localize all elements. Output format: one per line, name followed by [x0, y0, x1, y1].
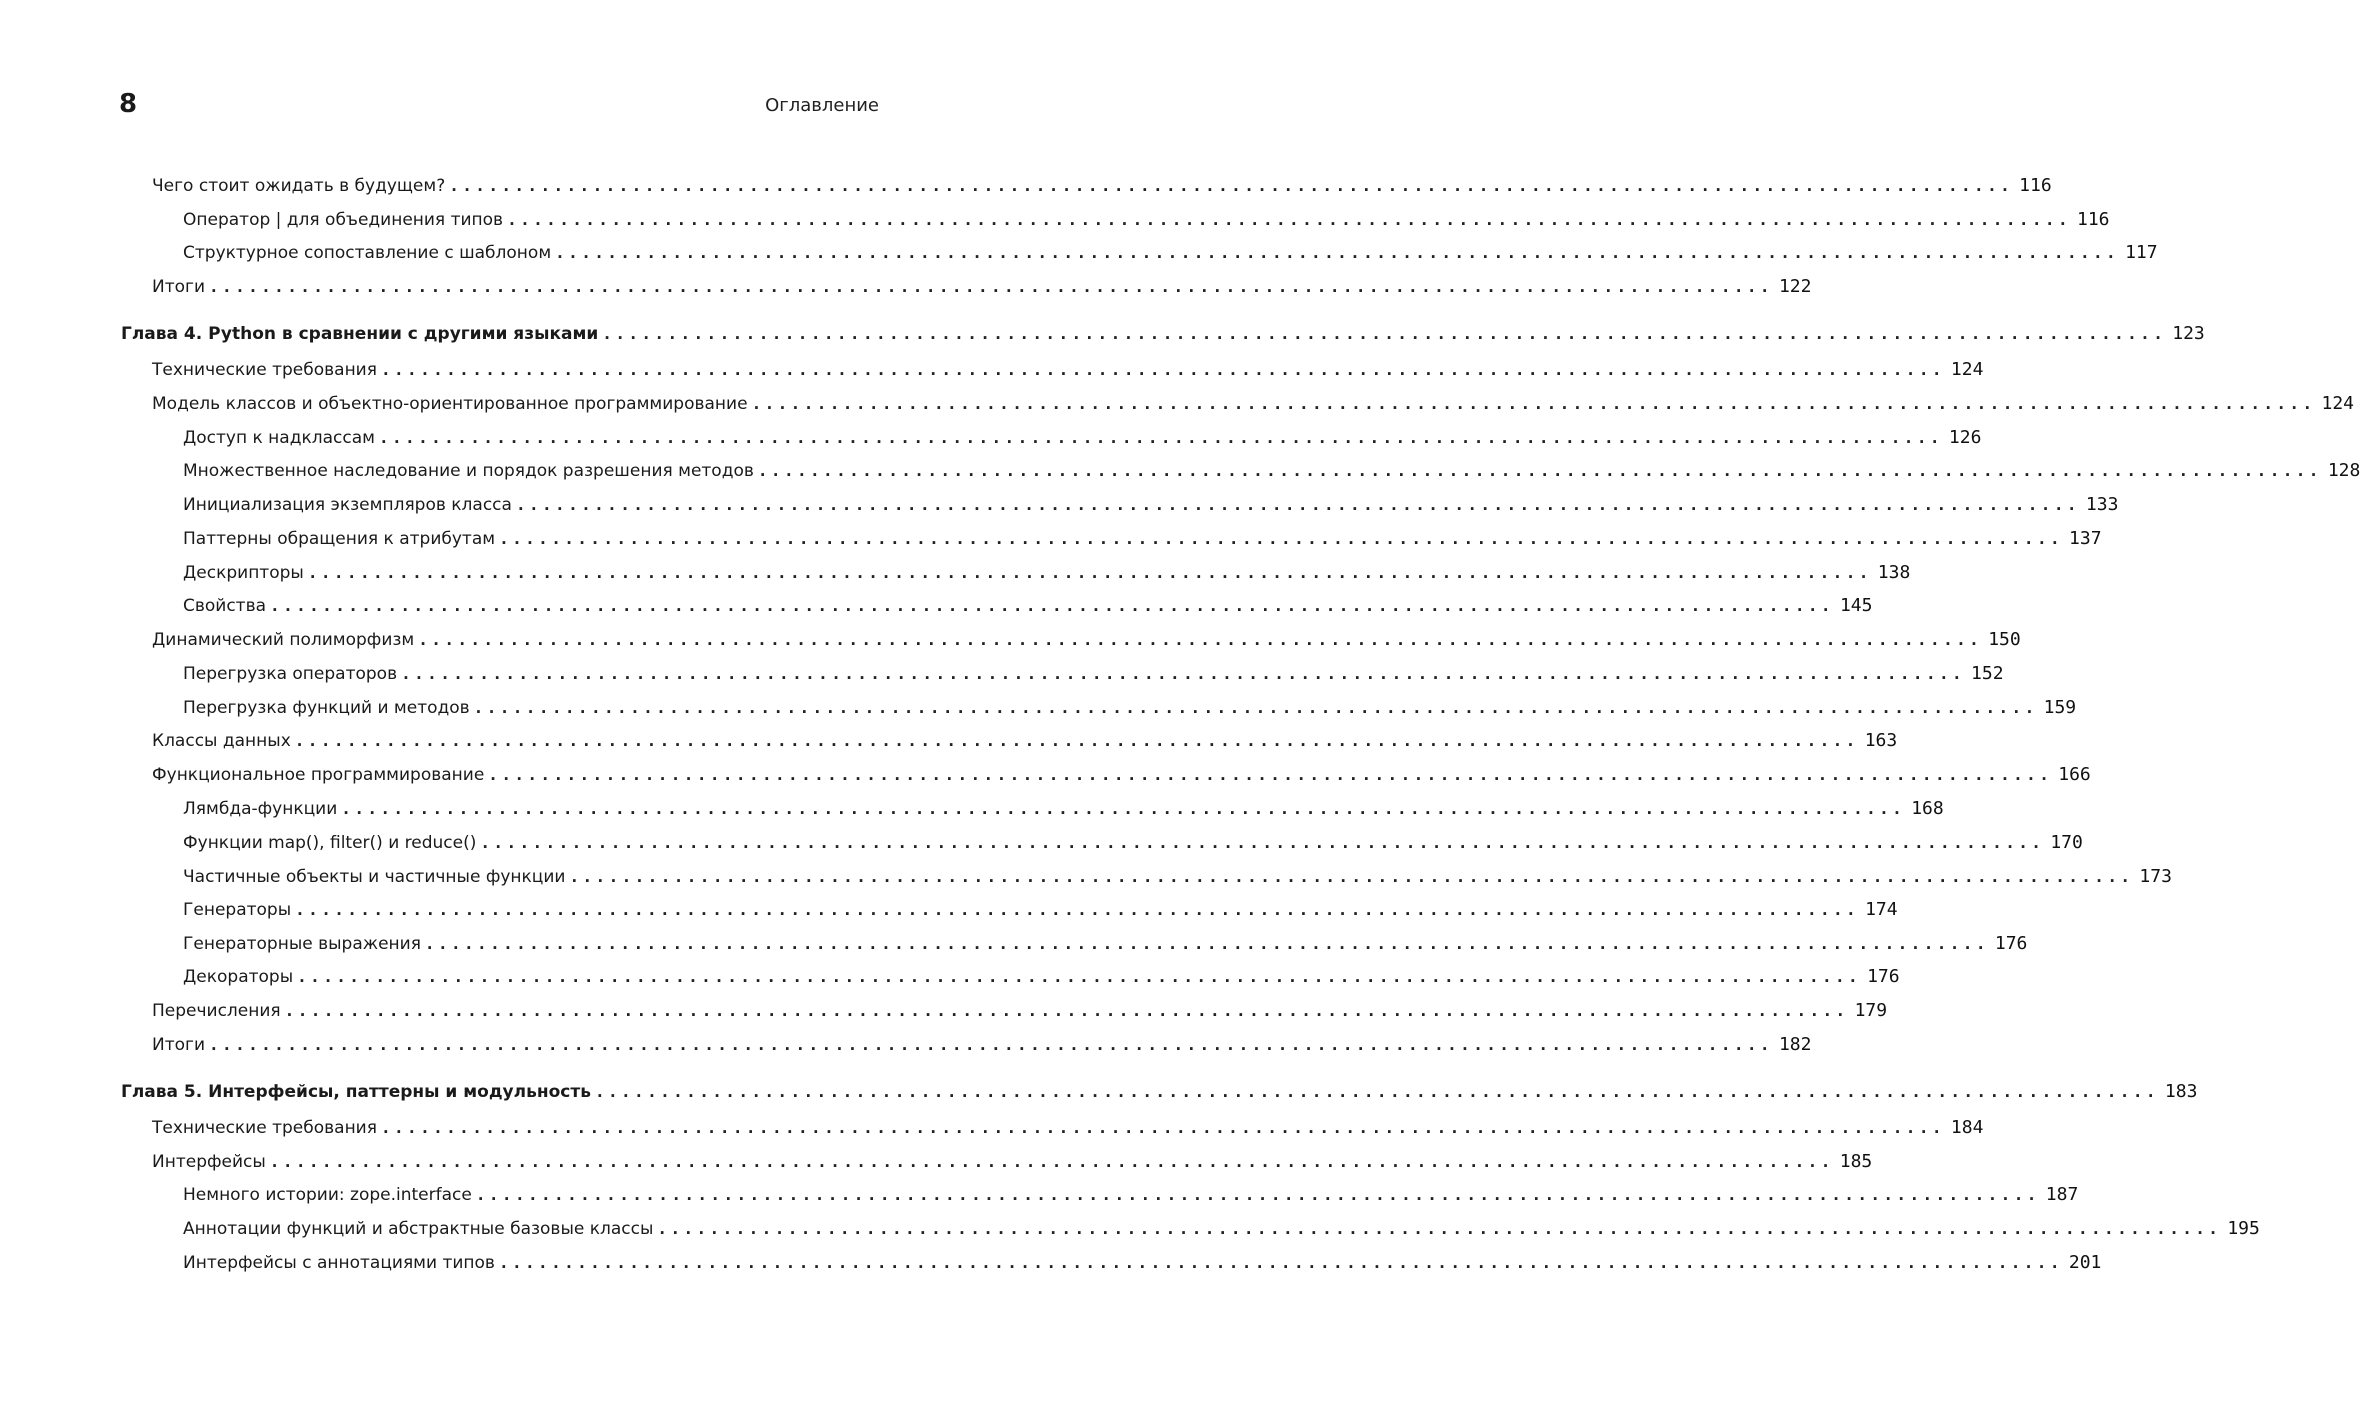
toc-entry-title: Множественное наследование и порядок разрешения методов — [183, 461, 754, 481]
toc-entry-title: Функции map(), filter() и reduce() — [183, 833, 477, 853]
toc-entry-title: Паттерны обращения к атрибутам — [183, 529, 496, 549]
toc-entry-page: 176 — [1867, 966, 1900, 987]
dot-leader: ........................................................................................................................ — [307, 563, 1872, 582]
toc-entry[interactable] — [152, 997, 1888, 1025]
toc-entry-title: Технические требования — [152, 360, 377, 380]
dot-leader: ........................................................................................................................ — [757, 461, 2322, 480]
page-number: 8 — [119, 89, 138, 119]
toc-entry-page: 122 — [1778, 276, 1812, 297]
toc-entry[interactable] — [183, 694, 2077, 722]
dot-leader: ........................................................................................................................ — [270, 596, 1834, 615]
toc-entry-page: 174 — [1865, 899, 1898, 920]
toc-entry-title: Лямбда-функции — [183, 799, 338, 819]
toc-entry[interactable] — [152, 1148, 1873, 1176]
toc-entry-title: Частичные объекты и частичные функции — [183, 867, 566, 887]
toc-entry[interactable] — [183, 559, 1911, 587]
dot-leader: ........................................................................................................................ — [475, 1185, 2040, 1204]
dot-leader: ........................................................................................................................ — [499, 529, 2064, 548]
toc-entry[interactable] — [183, 829, 2083, 857]
toc-entry-page: 195 — [2227, 1218, 2260, 1239]
toc-entry-title: Свойства — [183, 596, 267, 616]
toc-entry-page: 150 — [1988, 629, 2021, 650]
dot-leader: ........................................................................................................................ — [569, 867, 2134, 886]
toc-entry-page: 183 — [2164, 1081, 2198, 1102]
running-head: Оглавление — [765, 95, 879, 116]
toc-entry-page: 116 — [2019, 175, 2052, 196]
toc-entry-page: 187 — [2045, 1184, 2079, 1205]
toc-entry-page: 116 — [2077, 209, 2110, 230]
toc-entry-page: 163 — [1864, 730, 1898, 751]
toc-entry-page: 138 — [1877, 562, 1911, 583]
toc-entry-title: Чего стоит ожидать в будущем? — [152, 176, 446, 196]
toc-entry[interactable] — [183, 896, 1898, 924]
toc-chapter-entry[interactable] — [121, 320, 2205, 348]
toc-entry[interactable] — [183, 239, 2158, 267]
toc-entry-page: 133 — [2085, 494, 2119, 515]
toc-entry-title: Классы данных — [152, 731, 291, 751]
toc-entry-title: Модель классов и объектно-ориентированное программирование — [152, 394, 748, 414]
toc-entry[interactable] — [183, 963, 1900, 991]
dot-leader: ........................................................................................................................ — [209, 1035, 1773, 1054]
toc-entry-title: Оператор | для объединения типов — [183, 210, 504, 230]
toc-entry[interactable] — [152, 390, 2355, 418]
toc-entry[interactable] — [183, 592, 1873, 620]
toc-entry-title: Аннотации функций и абстрактные базовые классы — [183, 1219, 654, 1239]
dot-leader: ........................................................................................................................ — [295, 900, 1860, 919]
toc-entry-title: Генераторные выражения — [183, 934, 421, 954]
dot-leader: ........................................................................................................................ — [294, 731, 1859, 750]
toc-entry-title: Глава 5. Интерфейсы, паттерны и модульность — [121, 1082, 591, 1102]
toc-entry-page: 166 — [2058, 764, 2091, 785]
dot-leader: ........................................................................................................................ — [498, 1253, 2063, 1272]
dot-leader: ........................................................................................................................ — [418, 630, 1983, 649]
dot-leader: ........................................................................................................................ — [209, 277, 1773, 296]
toc-entry[interactable] — [152, 727, 1898, 755]
toc-entry[interactable] — [183, 795, 1944, 823]
dot-leader: ........................................................................................................................ — [424, 934, 1989, 953]
toc-entry-title: Декораторы — [183, 967, 294, 987]
toc-entry[interactable] — [152, 626, 2021, 654]
toc-entry-page: 124 — [2321, 393, 2355, 414]
dot-leader: ........................................................................................................................ — [269, 1152, 1834, 1171]
toc-entry-page: 168 — [1911, 798, 1944, 819]
toc-entry-page: 184 — [1950, 1117, 1984, 1138]
toc-entry-page: 173 — [2139, 866, 2172, 887]
toc-entry[interactable] — [152, 761, 2091, 789]
toc-entry-title: Интерфейсы — [152, 1152, 266, 1172]
toc-entry-title: Перечисления — [152, 1001, 281, 1021]
dot-leader: ........................................................................................................................ — [380, 1118, 1945, 1137]
toc-entry[interactable] — [152, 1114, 1984, 1142]
toc-entry[interactable] — [183, 1215, 2260, 1243]
dot-leader: ........................................................................................................................ — [594, 1082, 2159, 1101]
toc-entry-page: 126 — [1948, 427, 1982, 448]
toc-entry-title: Технические требования — [152, 1118, 377, 1138]
dot-leader: ........................................................................................................................ — [401, 664, 1966, 683]
toc-entry-title: Перегрузка операторов — [183, 664, 398, 684]
toc-entry-title: Генераторы — [183, 900, 292, 920]
toc-entry[interactable] — [183, 424, 1982, 452]
dot-leader: ........................................................................................................................ — [657, 1219, 2222, 1238]
dot-leader: ........................................................................................................................ — [449, 176, 2014, 195]
toc-entry[interactable] — [183, 525, 2102, 553]
toc-entry-page: 182 — [1778, 1034, 1812, 1055]
toc-entry[interactable] — [183, 457, 2360, 485]
dot-leader: ........................................................................................................................ — [341, 799, 1906, 818]
toc-entry-title: Итоги — [152, 277, 206, 297]
toc-entry-page: 185 — [1839, 1151, 1873, 1172]
dot-leader: ........................................................................................................................ — [297, 967, 1862, 986]
toc-entry[interactable] — [183, 1181, 2079, 1209]
toc-entry-title: Динамический полиморфизм — [152, 630, 415, 650]
toc-entry-title: Перегрузка функций и методов — [183, 698, 470, 718]
toc-entry-page: 176 — [1994, 933, 2028, 954]
toc-entry-page: 128 — [2327, 460, 2360, 481]
dot-leader: ........................................................................................................................ — [555, 243, 2120, 262]
dot-leader: ........................................................................................................................ — [378, 428, 1943, 447]
toc-entry[interactable] — [152, 1031, 1812, 1059]
dot-leader: ........................................................................................................................ — [515, 495, 2080, 514]
toc-entry-page: 201 — [2068, 1252, 2102, 1273]
toc-entry[interactable] — [183, 206, 2110, 234]
toc-entry[interactable] — [183, 660, 2004, 688]
toc-entry-page: 124 — [1950, 359, 1984, 380]
dot-leader: ........................................................................................................................ — [751, 394, 2316, 413]
toc-entry-title: Дескрипторы — [183, 563, 304, 583]
toc-entry[interactable] — [152, 172, 2052, 200]
toc-entry-page: 145 — [1839, 595, 1873, 616]
toc-entry[interactable] — [183, 1249, 2102, 1277]
toc-entry-page: 117 — [2125, 242, 2158, 263]
dot-leader: ........................................................................................................................ — [284, 1001, 1849, 1020]
toc-entry-title: Интерфейсы с аннотациями типов — [183, 1253, 495, 1273]
toc-entry[interactable] — [183, 491, 2119, 519]
toc-entry-title: Доступ к надклассам — [183, 428, 375, 448]
toc-entry[interactable] — [183, 930, 2028, 958]
toc-chapter-entry[interactable] — [121, 1078, 2198, 1106]
toc-entry-title: Инициализация экземпляров класса — [183, 495, 512, 515]
toc-entry[interactable] — [152, 273, 1812, 301]
toc-entry-page: 137 — [2069, 528, 2102, 549]
toc-entry-title: Функциональное программирование — [152, 765, 485, 785]
toc-entry[interactable] — [183, 863, 2172, 891]
dot-leader: ........................................................................................................................ — [380, 360, 1945, 379]
dot-leader: ........................................................................................................................ — [480, 833, 2045, 852]
dot-leader: ........................................................................................................................ — [602, 324, 2167, 343]
toc-entry-title: Итоги — [152, 1035, 206, 1055]
toc-entry-page: 123 — [2172, 323, 2205, 344]
toc-entry-title: Немного истории: zope.interface — [183, 1185, 472, 1205]
toc-entry[interactable] — [152, 356, 1984, 384]
dot-leader: ........................................................................................................................ — [507, 210, 2071, 229]
toc-entry-page: 179 — [1854, 1000, 1888, 1021]
toc-entry-page: 152 — [1971, 663, 2004, 684]
toc-entry-page: 170 — [2050, 832, 2083, 853]
toc-entry-page: 159 — [2043, 697, 2077, 718]
toc-entry-title: Структурное сопоставление с шаблоном — [183, 243, 552, 263]
dot-leader: ........................................................................................................................ — [473, 698, 2038, 717]
toc-entry-title: Глава 4. Python в сравнении с другими языками — [121, 324, 599, 344]
dot-leader: ........................................................................................................................ — [488, 765, 2053, 784]
